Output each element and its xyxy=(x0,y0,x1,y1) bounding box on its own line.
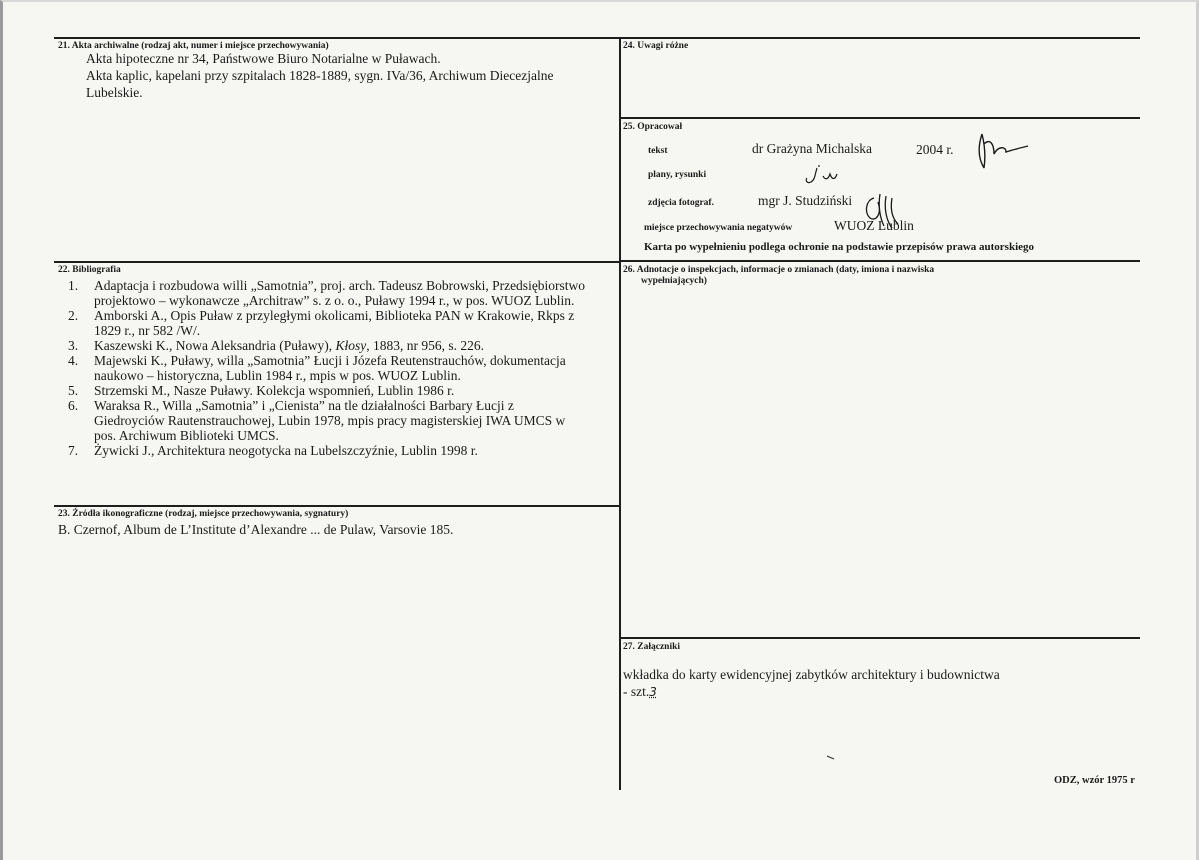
tekst-year: 2004 r. xyxy=(916,142,954,157)
pen-mark-icon xyxy=(826,755,836,761)
bibliography-item-line: naukowo – historyczna, Lublin 1984 r., mpis w pos. WUOZ Lublin. xyxy=(94,368,461,383)
bibliography-item xyxy=(56,278,585,308)
bibliography-item-line: 1829 r., nr 582 /W/. xyxy=(94,323,201,338)
bibliography-item-line: Strzemski M., Nasze Puławy. Kolekcja wspomnień, Lublin 1986 r. xyxy=(94,383,455,398)
sec27-count: 3 xyxy=(649,685,657,699)
bibliography-item-line xyxy=(94,338,585,353)
rule-22-top xyxy=(54,261,620,263)
bibliography-item-line: Waraksa R., Willa „Samotnia” i „Cienista” na tle działalności Barbary Łucji z xyxy=(94,398,514,413)
rule-top-left xyxy=(54,37,620,39)
sec21-line-2: Akta kaplic, kapelani przy szpitalach 1828-1889, sygn. IVa/36, Archiwum Diecezjalne xyxy=(86,68,554,83)
plany-signature-icon xyxy=(735,164,915,186)
bibliography-item-line: Żywicki J., Architektura neogotycka na Lubelszczyźnie, Lublin 1998 r. xyxy=(94,443,478,458)
bibliography-item-number: 3. xyxy=(68,338,79,353)
sec27-heading: 27. Załączniki xyxy=(623,642,681,652)
rule-vertical-divider xyxy=(619,37,621,790)
rule-26-top xyxy=(619,260,1140,262)
bibliography-item-number: 7. xyxy=(68,443,79,458)
copyright-note: Karta po wypełnieniu podlega ochronie na podstawie przepisów prawa autorskiego xyxy=(644,241,1035,253)
sec27-count-prefix: - szt. xyxy=(623,684,650,699)
bibliography-item-number: 2. xyxy=(68,308,79,323)
sec21-line-1: Akta hipoteczne nr 34, Państwowe Biuro Notarialne w Puławach. xyxy=(86,51,441,66)
sec24-heading: 24. Uwagi różne xyxy=(623,41,689,51)
bibliography-item xyxy=(56,353,585,383)
sec21-heading: 21. Akta archiwalne (rodzaj akt, numer i miejsce przechowywania) xyxy=(58,41,329,51)
zdjecia-author: mgr J. Studziński xyxy=(758,193,853,208)
bibliography-text: Kaszewski K., Nowa Aleksandria (Puławy), xyxy=(94,338,336,353)
bibliography-item-line: Majewski K., Puławy, willa „Samotnia” Łucji i Józefa Reutenstrauchów, dokumentacja xyxy=(94,353,566,368)
rule-23-top xyxy=(54,505,620,507)
bibliography-item xyxy=(56,443,585,458)
bibliography-item-line: Adaptacja i rozbudowa willi „Samotnia”, proj. arch. Tadeusz Bobrowski, Przedsiębiorstwo xyxy=(94,278,586,293)
sec22-heading: 22. Bibliografia xyxy=(58,265,121,275)
plany-stamp-text xyxy=(735,164,915,190)
bibliography-item-line: pos. Archiwum Biblioteki UMCS. xyxy=(94,428,279,443)
miejsce-label: miejsce przechowywania negatywów xyxy=(644,223,793,233)
sec21-line-3: Lubelskie. xyxy=(86,85,143,100)
bibliography-item-line: Amborski A., Opis Puław z przyległymi okolicami, Biblioteka PAN w Krakowie, Rkps z xyxy=(94,308,575,323)
rule-25-top xyxy=(619,117,1140,119)
sec26-heading-line-1: 26. Adnotacje o inspekcjach, informacje o zmianach (daty, imiona i nazwiska xyxy=(623,265,935,275)
rule-27-top xyxy=(619,637,1140,639)
bibliography-item-number: 5. xyxy=(68,383,79,398)
bibliography-item-line: projektowo – wykonawcze „Architraw” s. z o. o., Puławy 1994 r., w pos. WUOZ Lublin. xyxy=(94,293,575,308)
zdjecia-label: zdjęcia fotograf. xyxy=(648,198,714,208)
bibliography-text: , 1883, nr 956, s. 226. xyxy=(366,338,484,353)
author-signature-icon xyxy=(972,124,1032,174)
tekst-author: dr Grażyna Michalska xyxy=(752,141,872,156)
bibliography-item-number: 6. xyxy=(68,398,79,413)
bibliography-item-number: 4. xyxy=(68,353,79,368)
bibliography-item-number: 1. xyxy=(68,278,79,293)
bibliography-item xyxy=(56,338,585,353)
sec27-line-2 xyxy=(623,683,657,701)
bibliography-item xyxy=(56,308,585,338)
rule-top-right xyxy=(619,37,1140,39)
sec25-heading: 25. Opracował xyxy=(623,122,683,132)
bibliography-journal-title: Kłosy xyxy=(335,338,367,353)
sec27-line-1: wkładka do karty ewidencyjnej zabytków architektury i budownictwa xyxy=(623,667,1000,682)
bibliography-item-line: Giedroyciów Rautenstrauchowej, Lubin 1978, mpis pracy magisterskiej IWA UMCS w xyxy=(94,413,566,428)
sec23-text: B. Czernof, Album de L’Institute d’Alexandre ... de Pulaw, Varsovie 185. xyxy=(58,522,454,537)
bibliography-item xyxy=(56,398,585,443)
miejsce-value: WUOZ Lublin xyxy=(834,218,914,233)
form-footer: ODZ, wzór 1975 r xyxy=(1054,775,1135,786)
bibliography-item xyxy=(56,383,585,398)
tekst-label: tekst xyxy=(648,146,668,156)
plany-label: plany, rysunki xyxy=(648,170,707,180)
sec23-heading: 23. Źródła ikonograficzne (rodzaj, miejsce przechowywania, sygnatury) xyxy=(58,509,349,519)
bibliography-list xyxy=(56,278,585,458)
sec26-heading-line-2: wypełniających) xyxy=(641,276,707,286)
